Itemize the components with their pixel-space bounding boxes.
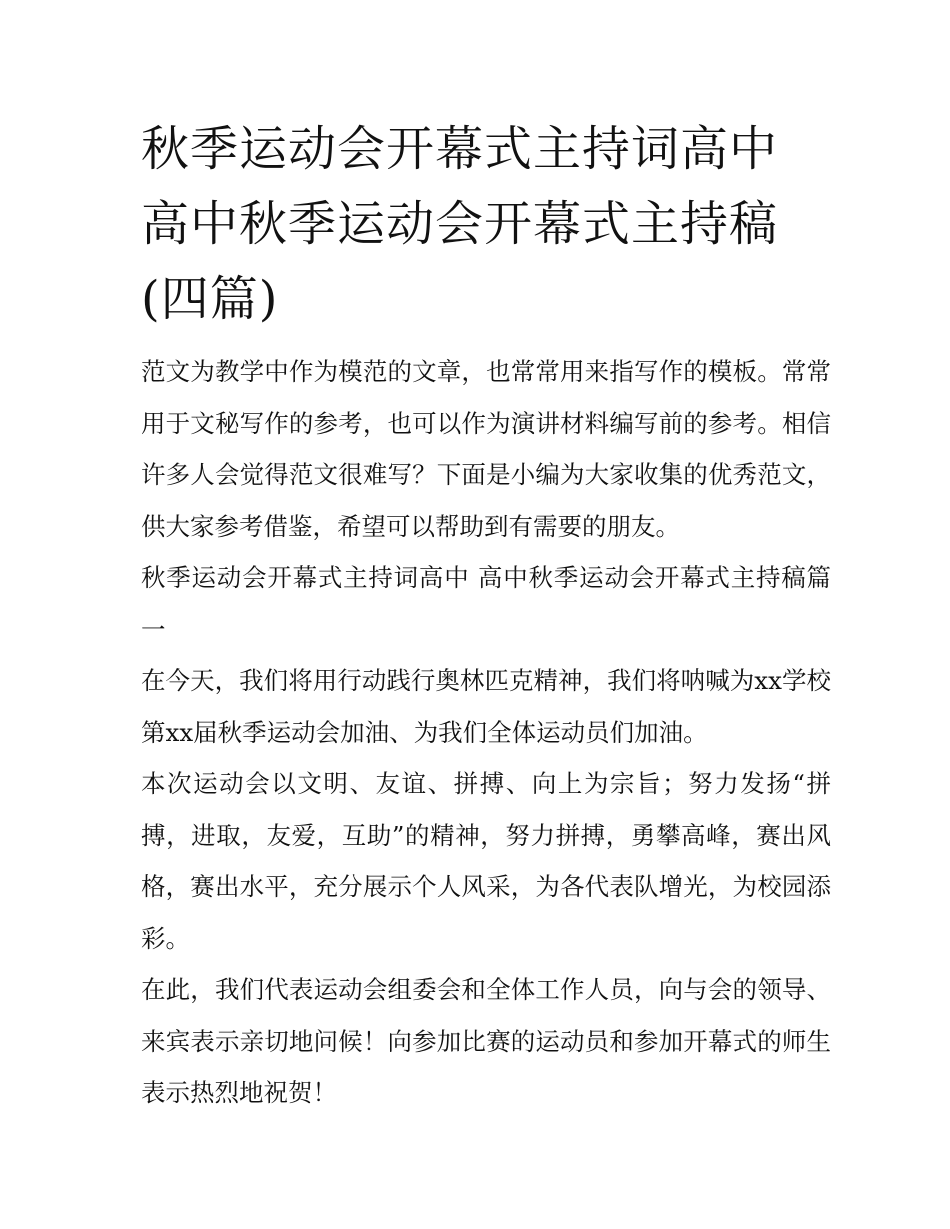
- section-heading: 秋季运动会开幕式主持词高中 高中秋季运动会开幕式主持稿篇一: [141, 563, 831, 644]
- body-paragraph: 本次运动会以文明、友谊、拼搏、向上为宗旨；努力发扬“拼搏，进取，友爱，互助”的精神，努力拼搏，勇攀高峰，赛出风格，赛出水平，充分展示个人风采，为各代表队增光，为校园添彩。: [141, 769, 831, 953]
- body-paragraph: 在今天，我们将用行动践行奥林匹克精神，我们将呐喊为xx学校第xx届秋季运动会加油、为我们全体运动员们加油。: [141, 666, 831, 747]
- document-body: [141, 112, 831, 1119]
- intro-paragraph: 范文为教学中作为模范的文章，也常常用来指写作的模板。常常用于文秘写作的参考，也可以作为演讲材料编写前的参考。相信许多人会觉得范文很难写？下面是小编为大家收集的优秀范文，供大家参考借鉴，希望可以帮助到有需要的朋友。: [141, 357, 831, 541]
- body-paragraph: 在此，我们代表运动会组委会和全体工作人员，向与会的领导、来宾表示亲切地问候！向参加比赛的运动员和参加开幕式的师生表示热烈地祝贺！: [141, 975, 831, 1107]
- document-title: 秋季运动会开幕式主持词高中 高中秋季运动会开幕式主持稿(四篇): [141, 121, 779, 327]
